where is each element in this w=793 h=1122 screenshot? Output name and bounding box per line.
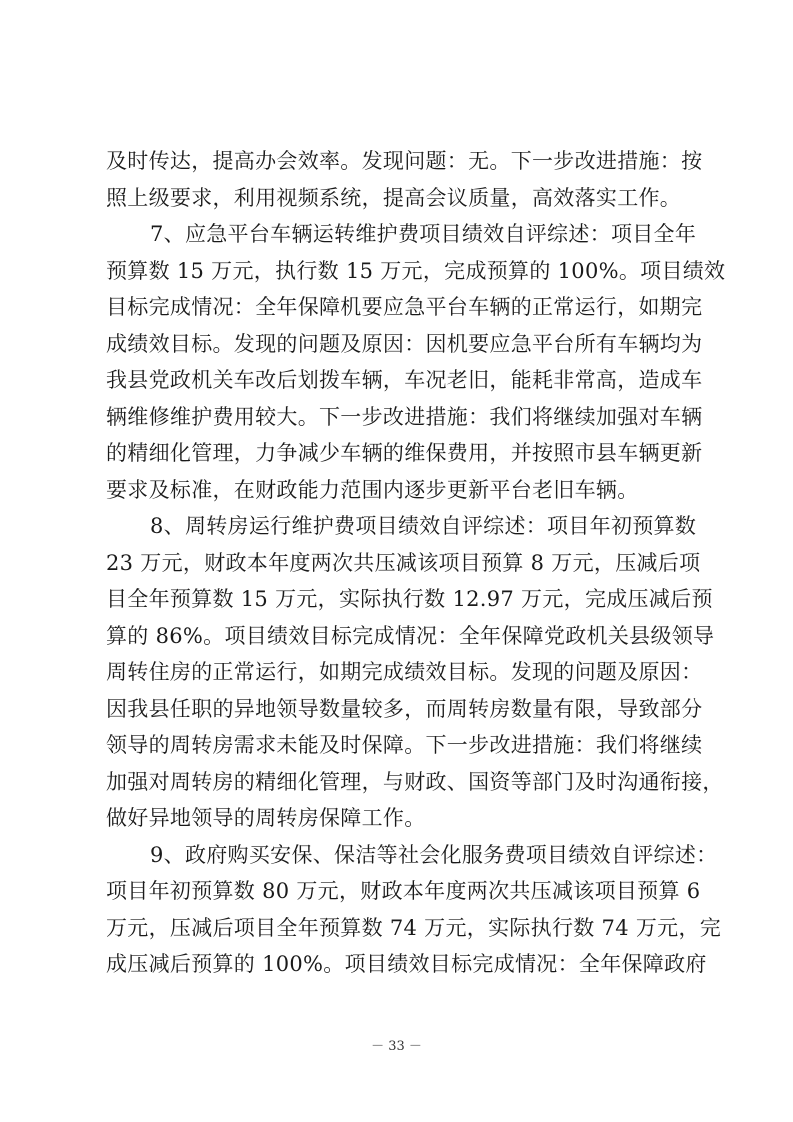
text-line: 加强对周转房的精细化管理，与财政、国资等部门及时沟通衔接，: [106, 770, 724, 794]
text-line: 及时传达，提高办会效率。发现问题：无。下一步改进措施：按: [106, 149, 703, 173]
text-line: 要求及标准，在财政能力范围内逐步更新平台老旧车辆。: [106, 478, 639, 502]
text-line: 目全年预算数 15 万元，实际执行数 12.97 万元，完成压减后预: [106, 587, 713, 611]
text-line: 目标完成情况：全年保障机要应急平台车辆的正常运行，如期完: [106, 295, 703, 319]
text-line: 23 万元，财政本年度两次共压减该项目预算 8 万元，压减后项: [106, 551, 701, 575]
text-line: 领导的周转房需求未能及时保障。下一步改进措施：我们将继续: [106, 733, 703, 757]
text-line: 成压减后预算的 100%。项目绩效目标完成情况：全年保障政府: [106, 952, 707, 976]
text-line: 周转住房的正常运行，如期完成绩效目标。发现的问题及原因：: [106, 660, 703, 684]
text-line: 项目年初预算数 80 万元，财政本年度两次共压减该项目预算 6: [106, 879, 701, 903]
text-line: 做好异地领导的周转房保障工作。: [106, 806, 426, 830]
text-line: 成绩效目标。发现的问题及原因：因机要应急平台所有车辆均为: [106, 332, 703, 356]
text-line: 9、政府购买安保、保洁等社会化服务费项目绩效自评综述：: [150, 843, 718, 867]
text-line: 照上级要求，利用视频系统，提高会议质量，高效落实工作。: [106, 186, 682, 210]
text-line: 我县党政机关车改后划拨车辆，车况老旧，能耗非常高，造成车: [106, 368, 703, 392]
page-number: － 33 －: [371, 1039, 422, 1054]
text-line: 辆维修维护费用较大。下一步改进措施：我们将继续加强对车辆: [106, 405, 703, 429]
text-line: 的精细化管理，力争减少车辆的维保费用，并按照市县车辆更新: [106, 441, 703, 465]
text-line: 万元，压减后项目全年预算数 74 万元，实际执行数 74 万元，完: [106, 916, 722, 940]
text-line: 7、应急平台车辆运转维护费项目绩效自评综述：项目全年: [150, 222, 697, 246]
text-line: 8、周转房运行维护费项目绩效自评综述：项目年初预算数: [150, 514, 697, 538]
text-line: 算的 86%。项目绩效目标完成情况：全年保障党政机关县级领导: [106, 624, 715, 648]
text-line: 因我县任职的异地领导数量较多，而周转房数量有限，导致部分: [106, 697, 703, 721]
text-line: 预算数 15 万元，执行数 15 万元，完成预算的 100%。项目绩效: [106, 259, 726, 283]
